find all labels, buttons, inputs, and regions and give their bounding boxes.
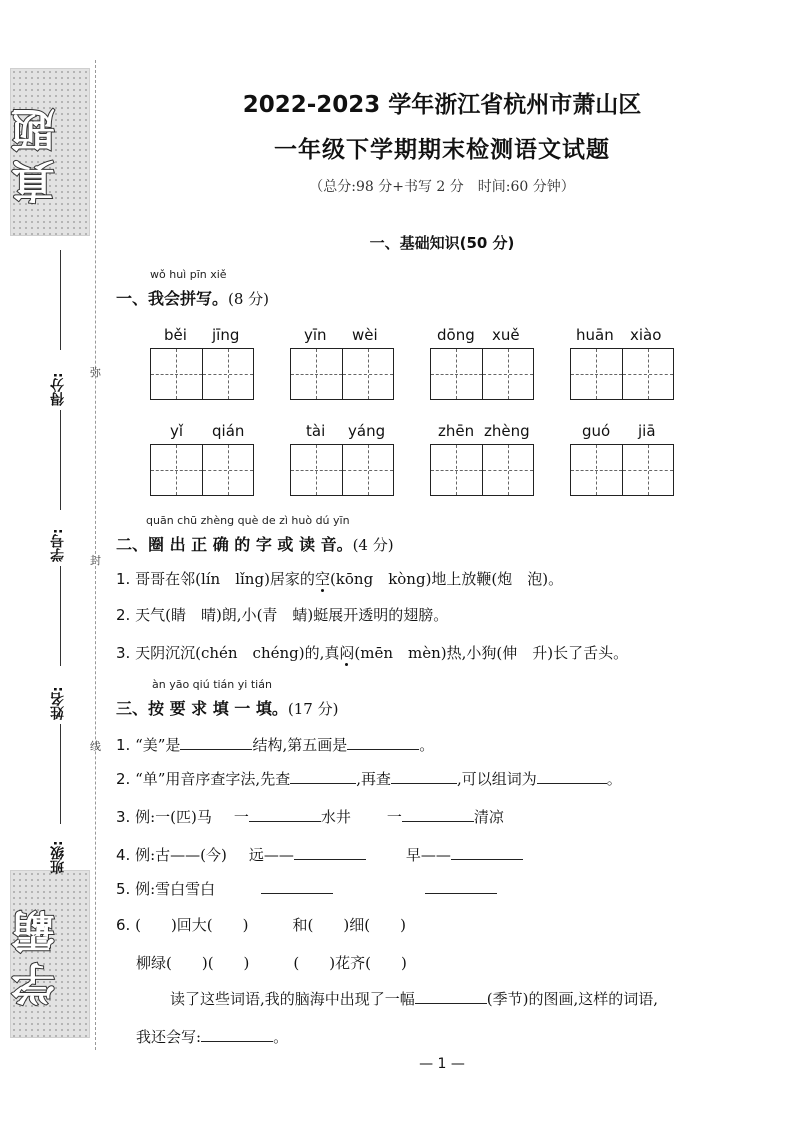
class-label: 班级: [50, 840, 66, 874]
question-3-1: 1. “美”是 结构,第五画是 。 [116, 736, 435, 754]
answer-blank[interactable] [402, 807, 474, 822]
page-number: — 1 — [419, 1056, 465, 1072]
writing-grid[interactable] [430, 444, 534, 496]
question-3-5: 5. 例:雪白雪白 [116, 878, 497, 899]
writing-grid[interactable] [570, 348, 674, 400]
pinyin: xiào [630, 326, 662, 344]
seal-mark: 线 [90, 740, 101, 753]
writing-grid[interactable] [150, 348, 254, 400]
writing-grid[interactable] [430, 348, 534, 400]
section-pinyin: àn yāo qiú tián yi tián [152, 678, 272, 691]
writing-grid[interactable] [290, 444, 394, 496]
top-logo-text: 真题 [12, 100, 63, 204]
pinyin: jiā [638, 422, 656, 440]
pinyin: wèi [352, 326, 378, 344]
student-number-label: 学号: [50, 528, 66, 562]
pinyin: xuě [492, 326, 520, 344]
name-label: 姓名: [50, 686, 66, 720]
question-2-2: 2. 天气(睛 晴)朗,小(青 蜻)蜓展开透明的翅膀。 [116, 606, 449, 624]
exam-title-line1: 2022-2023 学年浙江省杭州市萧山区 [242, 92, 642, 118]
answer-blank[interactable] [201, 1027, 273, 1042]
section-1-title: 一、我会拼写。(8 分) [116, 289, 270, 308]
pinyin: dōng [437, 326, 475, 344]
answer-blank[interactable] [425, 879, 497, 894]
section-pinyin: wǒ huì pīn xiě [150, 268, 227, 281]
pinyin: yáng [348, 422, 386, 440]
binding-margin [0, 0, 110, 1122]
exam-title-line2: 一年级下学期期末检测语文试题 [274, 137, 610, 163]
pinyin: zhèng [484, 422, 530, 440]
question-3-6-line4: 我还会写: 。 [136, 1028, 289, 1046]
score-label: 得分: [50, 372, 66, 406]
question-3-4: 4. 例:古——(今) 远—— 早—— [116, 844, 523, 865]
pinyin: yǐ [170, 422, 184, 440]
answer-blank[interactable] [290, 769, 356, 784]
section-pinyin: quān chū zhèng què de zì huò dú yīn [146, 514, 350, 527]
question-3-2: 2. “单”用音序查字法,先查 ,再查 ,可以组词为 。 [116, 770, 622, 788]
answer-blank[interactable] [391, 769, 457, 784]
question-3-6-line2: 柳绿( )( ) ( )花齐( ) [136, 954, 407, 972]
answer-blank[interactable] [415, 989, 487, 1004]
answer-blank[interactable] [347, 735, 419, 750]
seal-mark: 封 [90, 554, 101, 567]
question-2-1: 1. 哥哥在邻(lín lǐng)居家的空(kōng kòng)地上放鞭(炮 泡)。 [116, 570, 564, 588]
bottom-logo-text: 学霸 [12, 902, 63, 1006]
pinyin: huān [576, 326, 614, 344]
section-2-title: 二、圈 出 正 确 的 字 或 读 音。(4 分) [116, 535, 394, 554]
writing-grid[interactable] [150, 444, 254, 496]
pinyin: běi [164, 326, 187, 344]
question-3-6-line3: 读了这些词语,我的脑海中出现了一幅 (季节)的图画,这样的词语, [170, 990, 659, 1008]
question-3-6: 6. ( )回大( ) 和( )细( ) [116, 916, 406, 934]
pinyin: yīn [304, 326, 327, 344]
pinyin: tài [306, 422, 326, 440]
seal-mark: 弥 [90, 366, 101, 379]
pinyin: jīng [212, 326, 240, 344]
answer-blank[interactable] [537, 769, 607, 784]
answer-blank[interactable] [249, 807, 321, 822]
question-3-3: 3. 例:一(匹)马 一 水井 一 清凉 [116, 808, 504, 826]
writing-grid[interactable] [570, 444, 674, 496]
answer-blank[interactable] [451, 845, 523, 860]
part-heading: 一、基础知识(50 分) [369, 234, 515, 252]
section-3-title: 三、按 要 求 填 一 填。(17 分) [116, 699, 339, 718]
writing-grid[interactable] [290, 348, 394, 400]
pinyin: guó [582, 422, 611, 440]
score-time-note: （总分:98 分+书写 2 分 时间:60 分钟） [309, 179, 575, 195]
answer-blank[interactable] [180, 735, 252, 750]
question-2-3: 3. 天阴沉沉(chén chéng)的,真闷(mēn mèn)热,小狗(伸 升)长了舌头。 [116, 644, 629, 662]
answer-blank[interactable] [294, 845, 366, 860]
pinyin: zhēn [438, 422, 475, 440]
pinyin: qián [212, 422, 245, 440]
answer-blank[interactable] [261, 879, 333, 894]
